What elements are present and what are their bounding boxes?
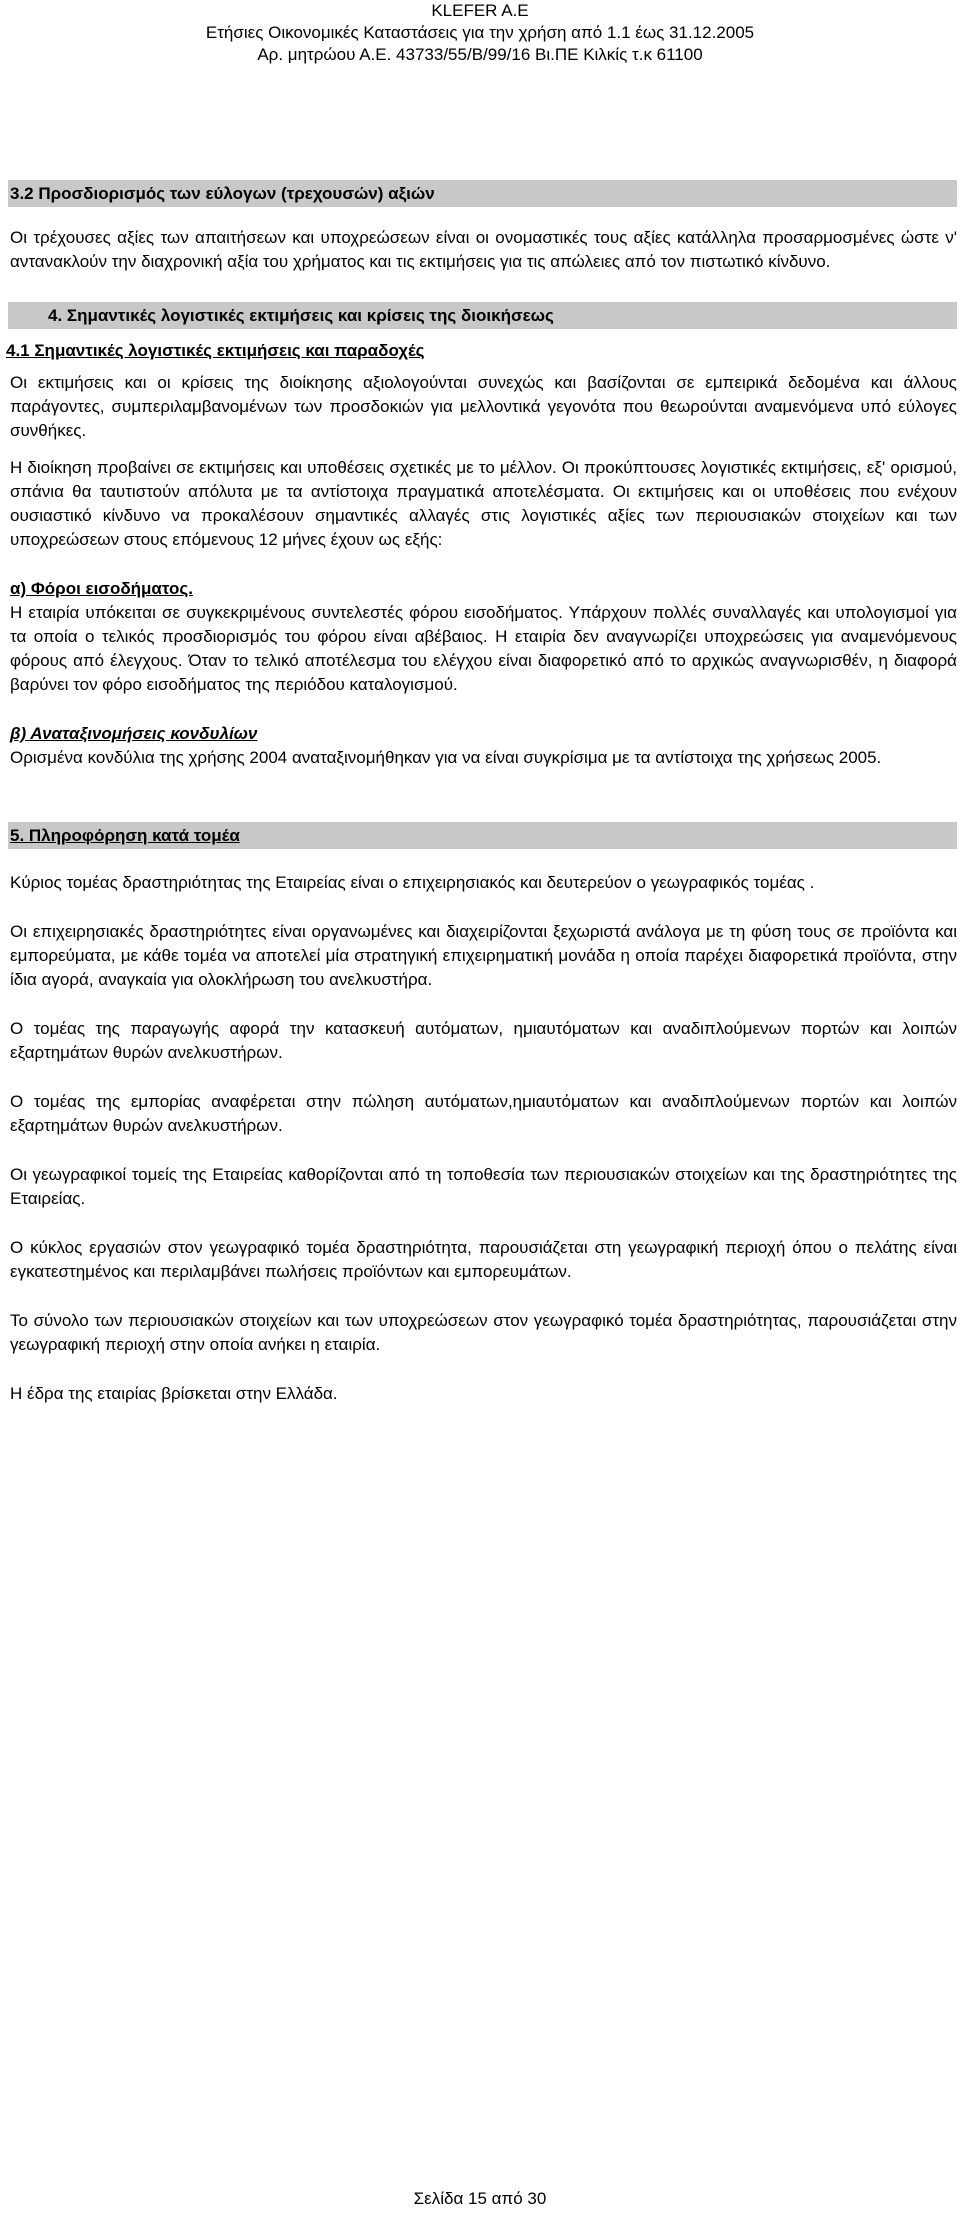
section-5-paragraph: Οι επιχειρησιακές δραστηριότητες είναι οργανωμένες και διαχειρίζονται ξεχωριστά ανάλογα με τη φύση τους σε προϊόντα και εμπορεύματα, με κάθε τομέα να αποτελεί μία στρατηγική επιχειρηματική μονάδα η οποία παρέχει διαφορετικά προϊόντα, στην ίδια αγορά, αναγκαία για ολοκλήρωση του ανελκυστήρα.: [10, 922, 957, 989]
sub-a-heading: α) Φόροι εισοδήματος.: [10, 579, 193, 598]
page-header: [0, 0, 960, 66]
section-4-heading: 4. Σημαντικές λογιστικές εκτιμήσεις και κρίσεις της διοικήσεως: [8, 302, 957, 329]
section-5-paragraph: Ο τομέας της εμπορίας αναφέρεται στην πώληση αυτόματων,ημιαυτόματων και αναδιπλούμενων πορτών και λοιπών εξαρτημάτων θυρών ανελκυστήρων.: [10, 1092, 957, 1135]
page-content: [0, 180, 960, 1406]
section-5-paragraph: Ο τομέας της παραγωγής αφορά την κατασκευή αυτόματων, ημιαυτόματων και αναδιπλούμενων πορτών και λοιπών εξαρτημάτων θυρών ανελκυστήρων.: [10, 1019, 957, 1062]
sub-b-paragraph: Ορισμένα κονδύλια της χρήσης 2004 αναταξινομήθηκαν για να είναι συγκρίσιμα με τα αντίστοιχα της χρήσεως 2005.: [10, 748, 882, 767]
page-number: Σελίδα 15 από 30: [413, 2189, 547, 2208]
registry-info: Αρ. μητρώου Α.Ε. 43733/55/Β/99/16 Βι.ΠΕ Κιλκίς τ.κ 61100: [257, 45, 703, 64]
section-3-2-paragraph: Οι τρέχουσες αξίες των απαιτήσεων και υποχρεώσεων είναι οι ονομαστικές τους αξίες κατάλληλα προσαρμοσμένες ώστε ν' αντανακλούν την διαχρονική αξία του χρήματος και τις εκτιμήσεις για τις απώλειες από τον πιστωτικό κίνδυνο.: [10, 228, 957, 271]
section-4-1-paragraph-1: Οι εκτιμήσεις και οι κρίσεις της διοίκησης αξιολογούνται συνεχώς και βασίζονται σε εμπειρικά δεδομένα και άλλους παράγοντες, συμπεριλαμβανομένων των προσδοκιών για μελλοντικά γεγονότα που θεωρούνται αναμενόμενα υπό εύλογες συνθήκες.: [10, 373, 957, 440]
section-5-heading: 5. Πληροφόρηση κατά τομέα: [8, 822, 957, 849]
section-5-paragraph: Οι γεωγραφικοί τομείς της Εταιρείας καθορίζονται από τη τοποθεσία των περιουσιακών στοιχείων και της δραστηριότητες της Εταιρείας.: [10, 1165, 957, 1208]
section-5-paragraph: Το σύνολο των περιουσιακών στοιχείων και των υποχρεώσεων στον γεωγραφικό τομέα δραστηριότητας, παρουσιάζεται στην γεωγραφική περιοχή στην οποία ανήκει η εταιρία.: [10, 1311, 957, 1354]
company-name: KLEFER A.E: [431, 1, 529, 20]
section-3-2-heading: 3.2 Προσδιορισμός των εύλογων (τρεχουσών) αξιών: [8, 180, 957, 207]
sub-b-heading: β) Αναταξινομήσεις κονδυλίων: [10, 724, 258, 743]
section-5-paragraph: Κύριος τομέας δραστηριότητας της Εταιρείας είναι ο επιχειρησιακός και δευτερεύον ο γεωγραφικός τομέας .: [10, 873, 815, 892]
sub-a-paragraph: Η εταιρία υπόκειται σε συγκεκριμένους συντελεστές φόρου εισοδήματος. Υπάρχουν πολλές συναλλαγές και υπολογισμοί για τα οποία ο τελικός προσδιορισμός του φόρου είναι αβέβαιος. Η εταιρία δεν αναγνωρίζει υποχρεώσεις για αναμενόμενους φόρους από έλεγχους. Όταν το τελικό αποτέλεσμα του ελέγχου είναι διαφορετικό από το αρχικώς αναγνωρισθέν, η διαφορά βαρύνει τον φόρο εισοδήματος της περιόδου καταλογισμού.: [10, 603, 957, 694]
report-title: Ετήσιες Οικονομικές Καταστάσεις για την χρήση από 1.1 έως 31.12.2005: [205, 23, 755, 42]
section-5-paragraph: Η έδρα της εταιρίας βρίσκεται στην Ελλάδα.: [10, 1384, 338, 1403]
section-4-1-paragraph-2: Η διοίκηση προβαίνει σε εκτιμήσεις και υποθέσεις σχετικές με το μέλλον. Οι προκύπτουσες λογιστικές εκτιμήσεις, εξ' ορισμού, σπάνια θα ταυτιστούν απόλυτα με τα αντίστοιχα πραγματικά αποτελέσματα. Οι εκτιμήσεις και οι υποθέσεις που ενέχουν ουσιαστικό κίνδυνο να προκαλέσουν σημαντικές αλλαγές στις λογιστικές αξίες των περιουσιακών στοιχείων και των υποχρεώσεων στους επόμενους 12 μήνες έχουν ως εξής:: [10, 458, 957, 549]
section-5-paragraph: Ο κύκλος εργασιών στον γεωγραφικό τομέα δραστηριότητα, παρουσιάζεται στη γεωγραφική περιοχή όπου ο πελάτης είναι εγκατεστημένος και περιλαμβάνει πωλήσεις προϊόντων και εμπορευμάτων.: [10, 1238, 957, 1281]
section-4-1-heading: 4.1 Σημαντικές λογιστικές εκτιμήσεις και παραδοχές: [6, 341, 425, 360]
